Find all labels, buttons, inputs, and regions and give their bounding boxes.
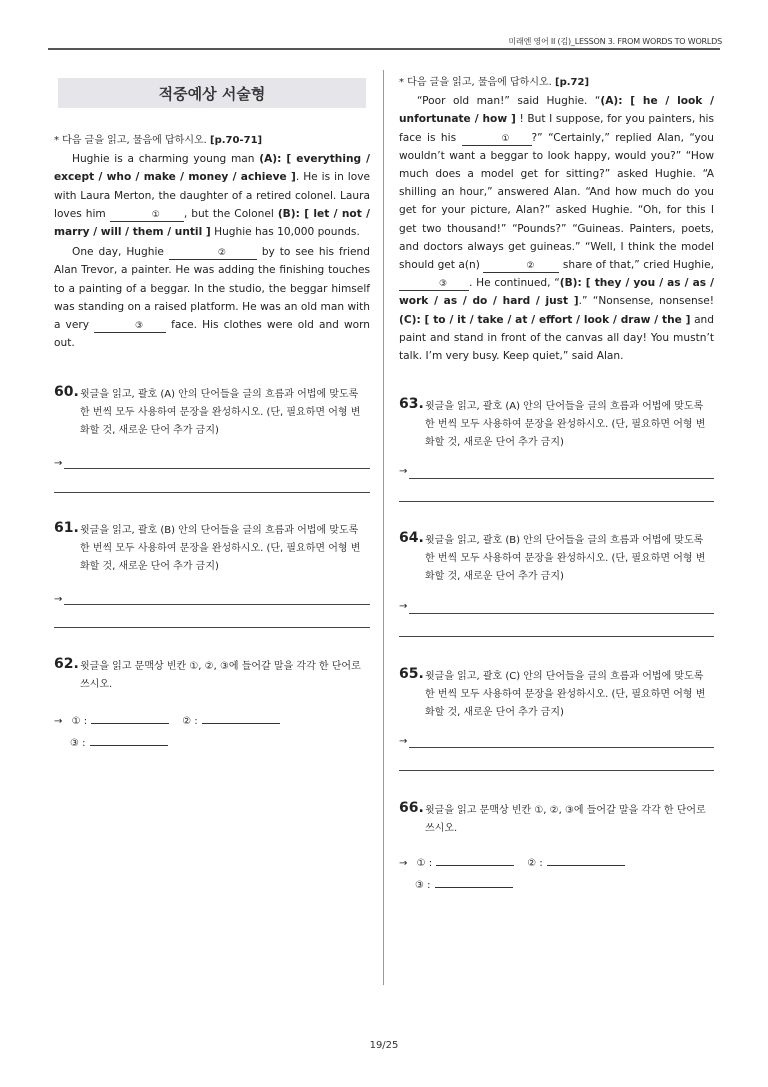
question-65: [399, 668, 714, 722]
question-text: 윗글을 읽고 문맥상 빈칸 ①, ②, ③에 들어갈 말을 각각 한 단어로 쓰시오.: [80, 661, 361, 690]
question-text: 윗글을 읽고, 괄호 (B) 안의 단어들을 글의 흐름과 어법에 맞도록 한 번씩 모두 사용하여 문장을 완성하시오. (단, 필요하면 어형 변화할 것, 새로운 단어 추가 금지): [80, 525, 361, 572]
left-paragraph-2: [54, 243, 370, 352]
answer-line[interactable]: [409, 613, 714, 614]
fill-blank-1[interactable]: [91, 712, 169, 724]
section-title: 적중예상 서술형: [58, 78, 366, 108]
answer-arrow: →: [54, 716, 63, 727]
answer-line[interactable]: [64, 604, 370, 605]
fill-label: ② :: [527, 858, 543, 869]
fill-row-2: [70, 734, 168, 749]
answer-arrow: →: [54, 594, 63, 605]
blank-1: ①: [462, 133, 532, 146]
page-ref: [p.72]: [555, 77, 590, 88]
fill-label: ① :: [416, 858, 433, 869]
right-paragraph: [399, 92, 714, 365]
text: Hughie is a charming young man: [72, 153, 260, 166]
blank-2: ②: [169, 247, 257, 260]
text: ! But I suppose, for you painters, his face is his: [399, 113, 714, 144]
question-text: 윗글을 읽고, 괄호 (A) 안의 단어들을 글의 흐름과 어법에 맞도록 한 번씩 모두 사용하여 문장을 완성하시오. (단, 필요하면 어형 변화할 것, 새로운 단어 추가 금지): [425, 401, 706, 448]
answer-line[interactable]: [399, 636, 714, 637]
bracket-c: (C): [ to / it / take / at / effort / look / draw / the ]: [399, 313, 691, 326]
fill-blank-2[interactable]: [202, 712, 280, 724]
bracket-b: (B): [ let / not / marry / will / them / until ]: [54, 207, 371, 239]
fill-blank-2[interactable]: [547, 854, 625, 866]
question-number: 65.: [399, 666, 424, 682]
fill-label: ② :: [182, 716, 198, 727]
question-number: 66.: [399, 800, 424, 816]
text: by to see his friend Alan Trevor, a painter. He was adding the finishing touches to a painting of a beggar. In the studio, the beggar himself was standing on a raised platform. He was an old man with a very: [54, 246, 370, 332]
bracket-a: (A): [ everything / except / who / make / money / achieve ]: [54, 153, 370, 184]
text: , but the Colonel: [183, 207, 278, 220]
text: . He continued, “: [469, 277, 560, 290]
text: “Poor old man!” said Hughie. “: [417, 95, 601, 108]
question-number: 63.: [399, 396, 424, 412]
answer-arrow: →: [54, 458, 63, 469]
left-instruction: [54, 132, 370, 150]
fill-label: ① :: [71, 716, 88, 727]
blank-1: ①: [110, 209, 184, 222]
text: One day, Hughie: [72, 246, 169, 259]
fill-blank-3[interactable]: [435, 876, 513, 888]
instruction-text: * 다음 글을 읽고, 물음에 답하시오.: [54, 135, 207, 146]
answer-line[interactable]: [399, 770, 714, 771]
question-64: [399, 532, 714, 586]
bracket-a: (A): [ he / look / unfortunate / how ]: [399, 95, 714, 126]
text: ?” “Certainly,” replied Alan, “you wouldn’t want a beggar to look happy, would you?” “How much does a model get for sitting?” asked Hughie. “A shilling an hour,” answered Alan. “And how much do you get for your picture, Alan?” asked Hughie. “Oh, for this I get two thousand!” “Pounds?” “Guineas. Painters, poets, and doctors always get guineas.” “Well, I think the model should get a(n): [399, 131, 714, 272]
text: and paint and stand in front of the canvas all day! You mustn’t talk. I’m very busy. Keep quiet,” said Alan.: [399, 313, 714, 363]
right-passage: [399, 74, 714, 365]
question-62: [54, 658, 370, 694]
answer-line[interactable]: [54, 492, 370, 493]
fill-blank-1[interactable]: [436, 854, 514, 866]
fill-label: ③ :: [415, 880, 431, 891]
fill-row-1: [54, 712, 280, 727]
page-ref: [p.70-71]: [210, 135, 263, 146]
page-number: 19/25: [369, 1040, 399, 1051]
right-instruction: [399, 74, 714, 92]
text: Hughie has 10,000 pounds.: [210, 226, 360, 239]
question-66: [399, 802, 714, 838]
text: share of that,” cried Hughie,: [559, 259, 714, 272]
header-rule: [48, 48, 720, 50]
question-number: 62.: [54, 656, 79, 672]
text: . He is in love with Laura Merton, the daughter of a retired colonel. Laura loves him: [54, 171, 370, 220]
fill-label: ③ :: [70, 738, 86, 749]
answer-line[interactable]: [409, 478, 714, 479]
left-paragraph-1: [54, 150, 370, 241]
question-number: 61.: [54, 520, 79, 536]
bracket-b: (B): [ they / you / as / as / work / as / do / hard / just ]: [399, 277, 714, 308]
question-text: 윗글을 읽고, 괄호 (A) 안의 단어들을 글의 흐름과 어법에 맞도록 한 번씩 모두 사용하여 문장을 완성하시오. (단, 필요하면 어형 변화할 것, 새로운 단어 추가 금지): [80, 389, 361, 436]
question-number: 64.: [399, 530, 424, 546]
column-divider: [383, 70, 384, 985]
fill-row-2: [415, 876, 513, 891]
question-63: [399, 398, 714, 452]
question-60: [54, 386, 370, 440]
answer-line[interactable]: [399, 501, 714, 502]
answer-arrow: →: [399, 466, 408, 477]
fill-blank-3[interactable]: [90, 734, 168, 746]
answer-arrow: →: [399, 858, 408, 869]
fill-row-1: [399, 854, 625, 869]
question-text: 윗글을 읽고, 괄호 (B) 안의 단어들을 글의 흐름과 어법에 맞도록 한 번씩 모두 사용하여 문장을 완성하시오. (단, 필요하면 어형 변화할 것, 새로운 단어 추가 금지): [425, 535, 706, 582]
question-text: 윗글을 읽고, 괄호 (C) 안의 단어들을 글의 흐름과 어법에 맞도록 한 번씩 모두 사용하여 문장을 완성하시오. (단, 필요하면 어형 변화할 것, 새로운 단어 추가 금지): [425, 671, 706, 718]
blank-2: ②: [483, 260, 559, 273]
blank-3: ③: [399, 278, 469, 291]
instruction-text: * 다음 글을 읽고, 물음에 답하시오.: [399, 77, 552, 88]
text: face. His clothes were old and worn out.: [54, 319, 370, 350]
left-passage: [54, 132, 370, 352]
question-text: 윗글을 읽고 문맥상 빈칸 ①, ②, ③에 들어갈 말을 각각 한 단어로 쓰시오.: [425, 805, 706, 834]
question-number: 60.: [54, 384, 79, 400]
answer-line[interactable]: [64, 468, 370, 469]
page-header: 미래엔 영어 II (김)_LESSON 3. FROM WORDS TO WORLDS: [508, 37, 722, 46]
answer-line[interactable]: [54, 627, 370, 628]
answer-arrow: →: [399, 736, 408, 747]
answer-line[interactable]: [409, 747, 714, 748]
answer-arrow: →: [399, 601, 408, 612]
text: .” “Nonsense, nonsense!: [578, 295, 714, 308]
blank-3: ③: [94, 320, 166, 333]
question-61: [54, 522, 370, 576]
